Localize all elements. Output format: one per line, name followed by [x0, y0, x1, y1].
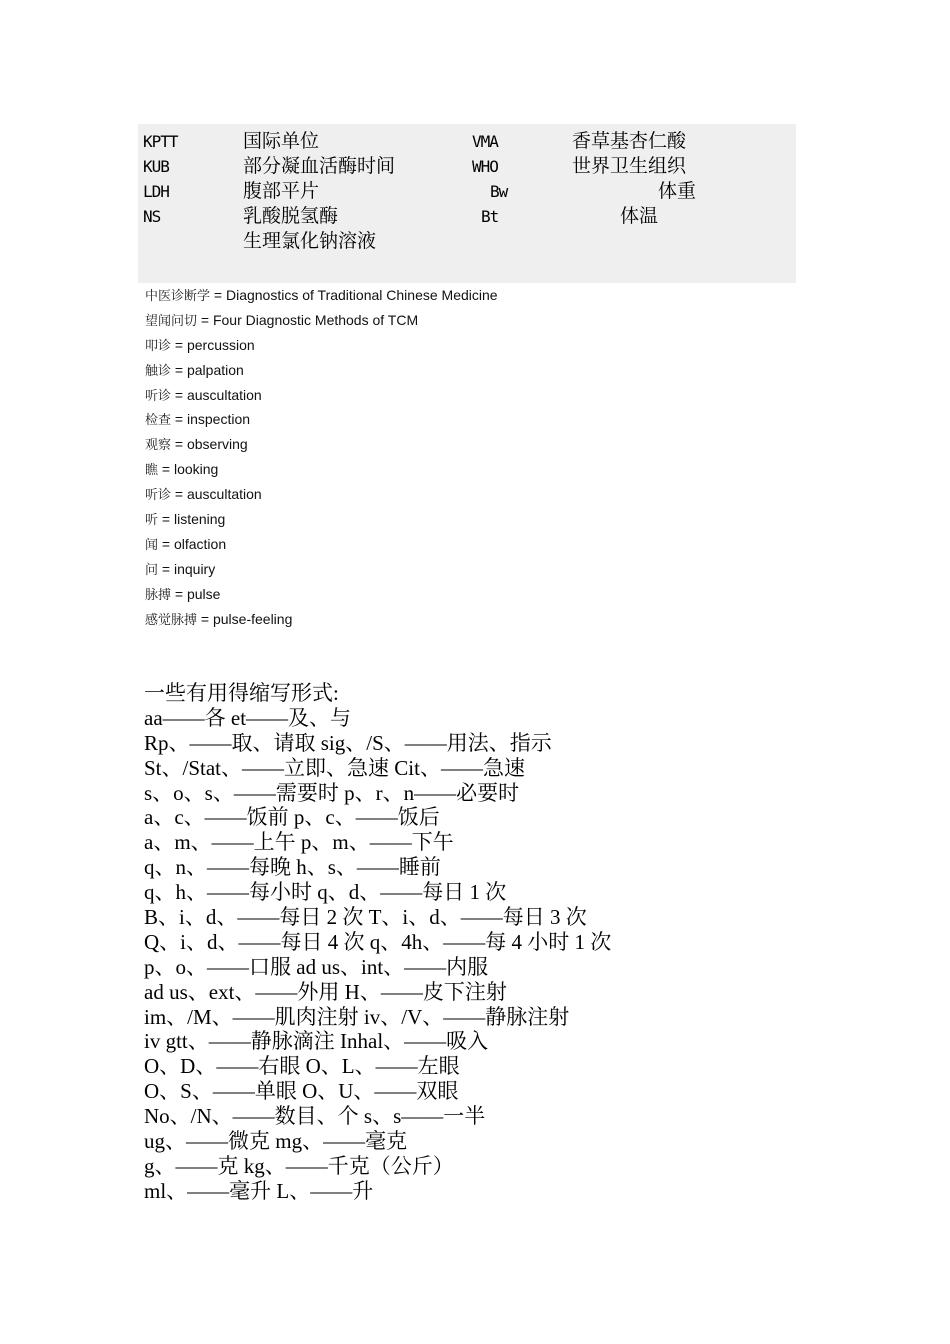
term-chinese: 感觉脉搏 — [145, 612, 198, 628]
list-item: q、h、——每小时 q、d、——每日 1 次 — [144, 880, 507, 905]
term-chinese: 触诊 — [145, 363, 172, 379]
term-english: = inspection — [171, 411, 251, 428]
list-item: im、/M、——肌肉注射 iv、/V、——静脉注射 — [144, 1004, 570, 1029]
list-item: a、m、——上午 p、m、——下午 — [144, 830, 454, 855]
list-item — [145, 457, 845, 482]
table-row — [138, 129, 796, 154]
abbr-meaning: 生理氯化钠溶液 — [243, 230, 377, 252]
table-row — [138, 204, 796, 229]
term-chinese: 听 — [145, 513, 159, 529]
term-english: = Diagnostics of Traditional Chinese Medicine — [210, 287, 498, 303]
abbr-meaning: 香草基杏仁酸 — [572, 130, 687, 152]
list-item: St、/Stat、——立即、急速 Cit、——急速 — [144, 755, 525, 780]
abbr-meaning: 部分凝血活酶时间 — [243, 155, 396, 177]
abbreviation-table — [138, 124, 796, 283]
list-item — [145, 383, 845, 408]
tcm-glossary — [145, 283, 845, 631]
term-chinese: 听诊 — [145, 388, 172, 404]
table-row — [138, 154, 796, 179]
term-english: = inquiry — [158, 560, 216, 577]
list-item: ml、——毫升 L、——升 — [144, 1178, 374, 1203]
list-item: a、c、——饭前 p、c、——饭后 — [144, 805, 440, 830]
abbr-code: KUB — [143, 157, 169, 176]
abbr-code: WHO — [472, 157, 498, 176]
term-english: = observing — [171, 436, 248, 453]
useful-abbreviations — [144, 681, 864, 1204]
table-row — [138, 229, 796, 254]
term-english: = looking — [158, 461, 219, 478]
abbr-meaning: 国际单位 — [243, 130, 320, 152]
term-english: = pulse-feeling — [197, 610, 293, 627]
list-item: q、n、——每晚 h、s、——睡前 — [144, 855, 441, 880]
abbr-meaning: 体温 — [620, 205, 659, 227]
term-english: = Four Diagnostic Methods of TCM — [197, 311, 419, 328]
list-item — [145, 308, 845, 333]
abbr-code: NS — [143, 207, 161, 226]
term-chinese: 检查 — [145, 413, 172, 429]
term-english: = olfaction — [158, 535, 227, 552]
abbr-code: LDH — [143, 182, 169, 201]
list-item: s、o、s、——需要时 p、r、n——必要时 — [144, 780, 520, 805]
abbr-meaning: 世界卫生组织 — [572, 155, 687, 177]
list-item — [145, 333, 845, 358]
list-item: No、/N、——数目、个 s、s——一半 — [144, 1104, 486, 1129]
list-item — [145, 582, 845, 607]
list-item: B、i、d、——每日 2 次 T、i、d、——每日 3 次 — [144, 905, 587, 930]
list-item: p、o、——口服 ad us、int、——内服 — [144, 954, 489, 979]
list-item: Rp、——取、请取 sig、/S、——用法、指示 — [144, 730, 552, 755]
list-item — [145, 507, 845, 532]
list-item — [145, 358, 845, 383]
term-english: = pulse — [171, 585, 221, 602]
list-item: iv gtt、——静脉滴注 Inhal、——吸入 — [144, 1029, 489, 1054]
term-chinese: 脉搏 — [145, 587, 172, 603]
list-item: Q、i、d、——每日 4 次 q、4h、——每 4 小时 1 次 — [144, 929, 612, 954]
term-chinese: 望闻问切 — [145, 313, 198, 329]
term-chinese: 瞧 — [145, 463, 159, 479]
term-chinese: 叩诊 — [145, 338, 172, 354]
abbr-code: Bt — [481, 207, 499, 226]
list-item: ug、——微克 mg、——毫克 — [144, 1129, 408, 1154]
abbr-code: VMA — [472, 132, 498, 151]
list-item: O、S、——单眼 O、U、——双眼 — [144, 1079, 459, 1104]
list-item: g、——克 kg、——千克（公斤） — [144, 1153, 454, 1178]
list-item — [145, 482, 845, 507]
list-item — [145, 407, 845, 432]
abbr-code: KPTT — [143, 132, 178, 151]
term-english: = palpation — [171, 361, 244, 378]
abbr-meaning: 腹部平片 — [243, 180, 320, 202]
term-chinese: 闻 — [145, 537, 159, 553]
list-item — [145, 432, 845, 457]
term-chinese: 听诊 — [145, 488, 172, 504]
term-english: = auscultation — [171, 486, 262, 503]
term-english: = auscultation — [171, 386, 262, 403]
term-chinese: 问 — [145, 562, 159, 578]
list-item: ad us、ext、——外用 H、——皮下注射 — [144, 979, 507, 1004]
term-chinese: 中医诊断学 — [145, 289, 211, 304]
table-row — [138, 179, 796, 204]
term-chinese: 观察 — [145, 438, 172, 454]
list-item — [145, 283, 845, 308]
section-heading: 一些有用得缩写形式: — [144, 681, 339, 705]
term-english: = percussion — [171, 336, 255, 353]
list-item: O、D、——右眼 O、L、——左眼 — [144, 1054, 460, 1079]
list-item — [145, 607, 845, 632]
abbr-meaning: 体重 — [658, 180, 697, 202]
abbr-meaning: 乳酸脱氢酶 — [243, 205, 339, 227]
list-item — [145, 532, 845, 557]
list-item — [145, 557, 845, 582]
abbr-code: Bw — [490, 182, 508, 201]
list-item: aa——各 et——及、与 — [144, 705, 352, 730]
term-english: = listening — [158, 511, 226, 528]
